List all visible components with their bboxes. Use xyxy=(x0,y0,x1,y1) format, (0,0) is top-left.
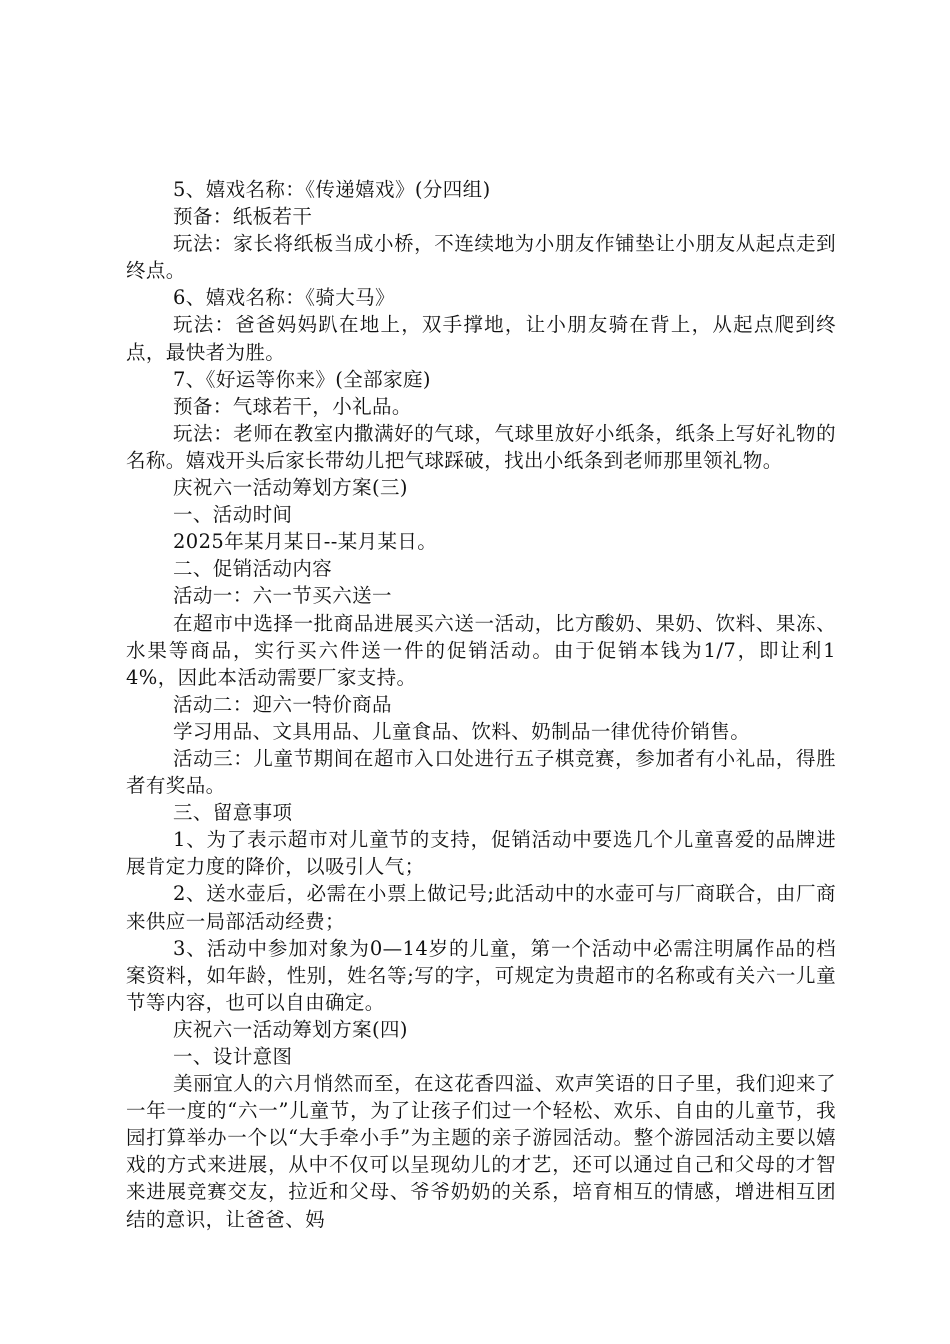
heading-notes: 三、留意事项 xyxy=(173,801,293,825)
paragraph-game5-prep: 预备：纸板若干 xyxy=(173,205,313,229)
heading-promotion-content: 二、促销活动内容 xyxy=(173,557,333,581)
heading-activity-time: 一、活动时间 xyxy=(173,503,293,527)
paragraph-game6-rules: 玩法：爸爸妈妈趴在地上，双手撑地，让小朋友骑在背上，从起点爬到终点，最快者为胜。 xyxy=(126,313,836,364)
paragraph-design-intent: 美丽宜人的六月悄然而至，在这花香四溢、欢声笑语的日子里，我们迎来了一年一度的“六一”儿童节，为了让孩子们过一个轻松、欢乐、自由的儿童节，我园打算举办一个以“大手牵小手”为主题的亲子游园活动。整个游园活动主要以嬉戏的方式来进展，从中不仅可以呈现幼儿的才艺，还可以通过自己和父母的才智来进展竞赛交友，拉近和父母、爷爷奶奶的关系，培育相互的情感，增进相互团结的意识，让爸爸、妈 xyxy=(126,1072,836,1231)
paragraph-game5-rules: 玩法：家长将纸板当成小桥，不连续地为小朋友作铺垫让小朋友从起点走到终点。 xyxy=(126,232,836,283)
document-body xyxy=(126,176,836,1233)
heading-activity-one: 活动一：六一节买六送一 xyxy=(173,584,392,608)
section-title-plan-4: 庆祝六一活动筹划方案(四) xyxy=(173,1017,408,1041)
heading-activity-two: 活动二：迎六一特价商品 xyxy=(173,692,392,716)
heading-design-intent: 一、设计意图 xyxy=(173,1045,293,1068)
paragraph-game7-prep: 预备：气球若干，小礼品。 xyxy=(173,394,412,418)
paragraph-game7-title: 7、《好运等你来》(全部家庭) xyxy=(173,367,431,391)
paragraph-game6-title: 6、嬉戏名称：《骑大马》 xyxy=(173,286,395,310)
paragraph-note-3: 3、活动中参加对象为0—14岁的儿童，第一个活动中必需注明属作品的档案资料，如年龄，性别，姓名等;写的字，可规定为贵超市的名称或有关六一儿童节等内容，也可以自由确定。 xyxy=(126,936,836,1014)
paragraph-note-1: 1、为了表示超市对儿童节的支持，促销活动中要选几个儿童喜爱的品牌进展肯定力度的降价，以吸引人气； xyxy=(126,828,836,879)
paragraph-activity-one: 在超市中选择一批商品进展买六送一活动，比方酸奶、果奶、饮料、果冻、水果等商品，实行买六件送一件的促销活动。由于促销本钱为1/7，即让利14%，因此本活动需要厂家支持。 xyxy=(126,611,836,689)
paragraph-note-2: 2、送水壶后，必需在小票上做记号;此活动中的水壶可与厂商联合，由厂商来供应一局部活动经费； xyxy=(126,882,836,933)
paragraph-game5-title: 5、嬉戏名称：《传递嬉戏》(分四组) xyxy=(173,178,491,201)
paragraph-game7-rules: 玩法：老师在教室内撒满好的气球，气球里放好小纸条，纸条上写好礼物的名称。嬉戏开头后家长带幼儿把气球踩破，找出小纸条到老师那里领礼物。 xyxy=(126,421,836,472)
paragraph-activity-two: 学习用品、文具用品、儿童食品、饮料、奶制品一律优待价销售。 xyxy=(173,719,751,743)
paragraph-activity-three: 活动三：儿童节期间在超市入口处进行五子棋竞赛，参加者有小礼品，得胜者有奖品。 xyxy=(126,746,836,798)
section-title-plan-3: 庆祝六一活动筹划方案(三) xyxy=(173,476,408,500)
paragraph-activity-date: 2025年某月某日--某月某日。 xyxy=(173,530,438,554)
